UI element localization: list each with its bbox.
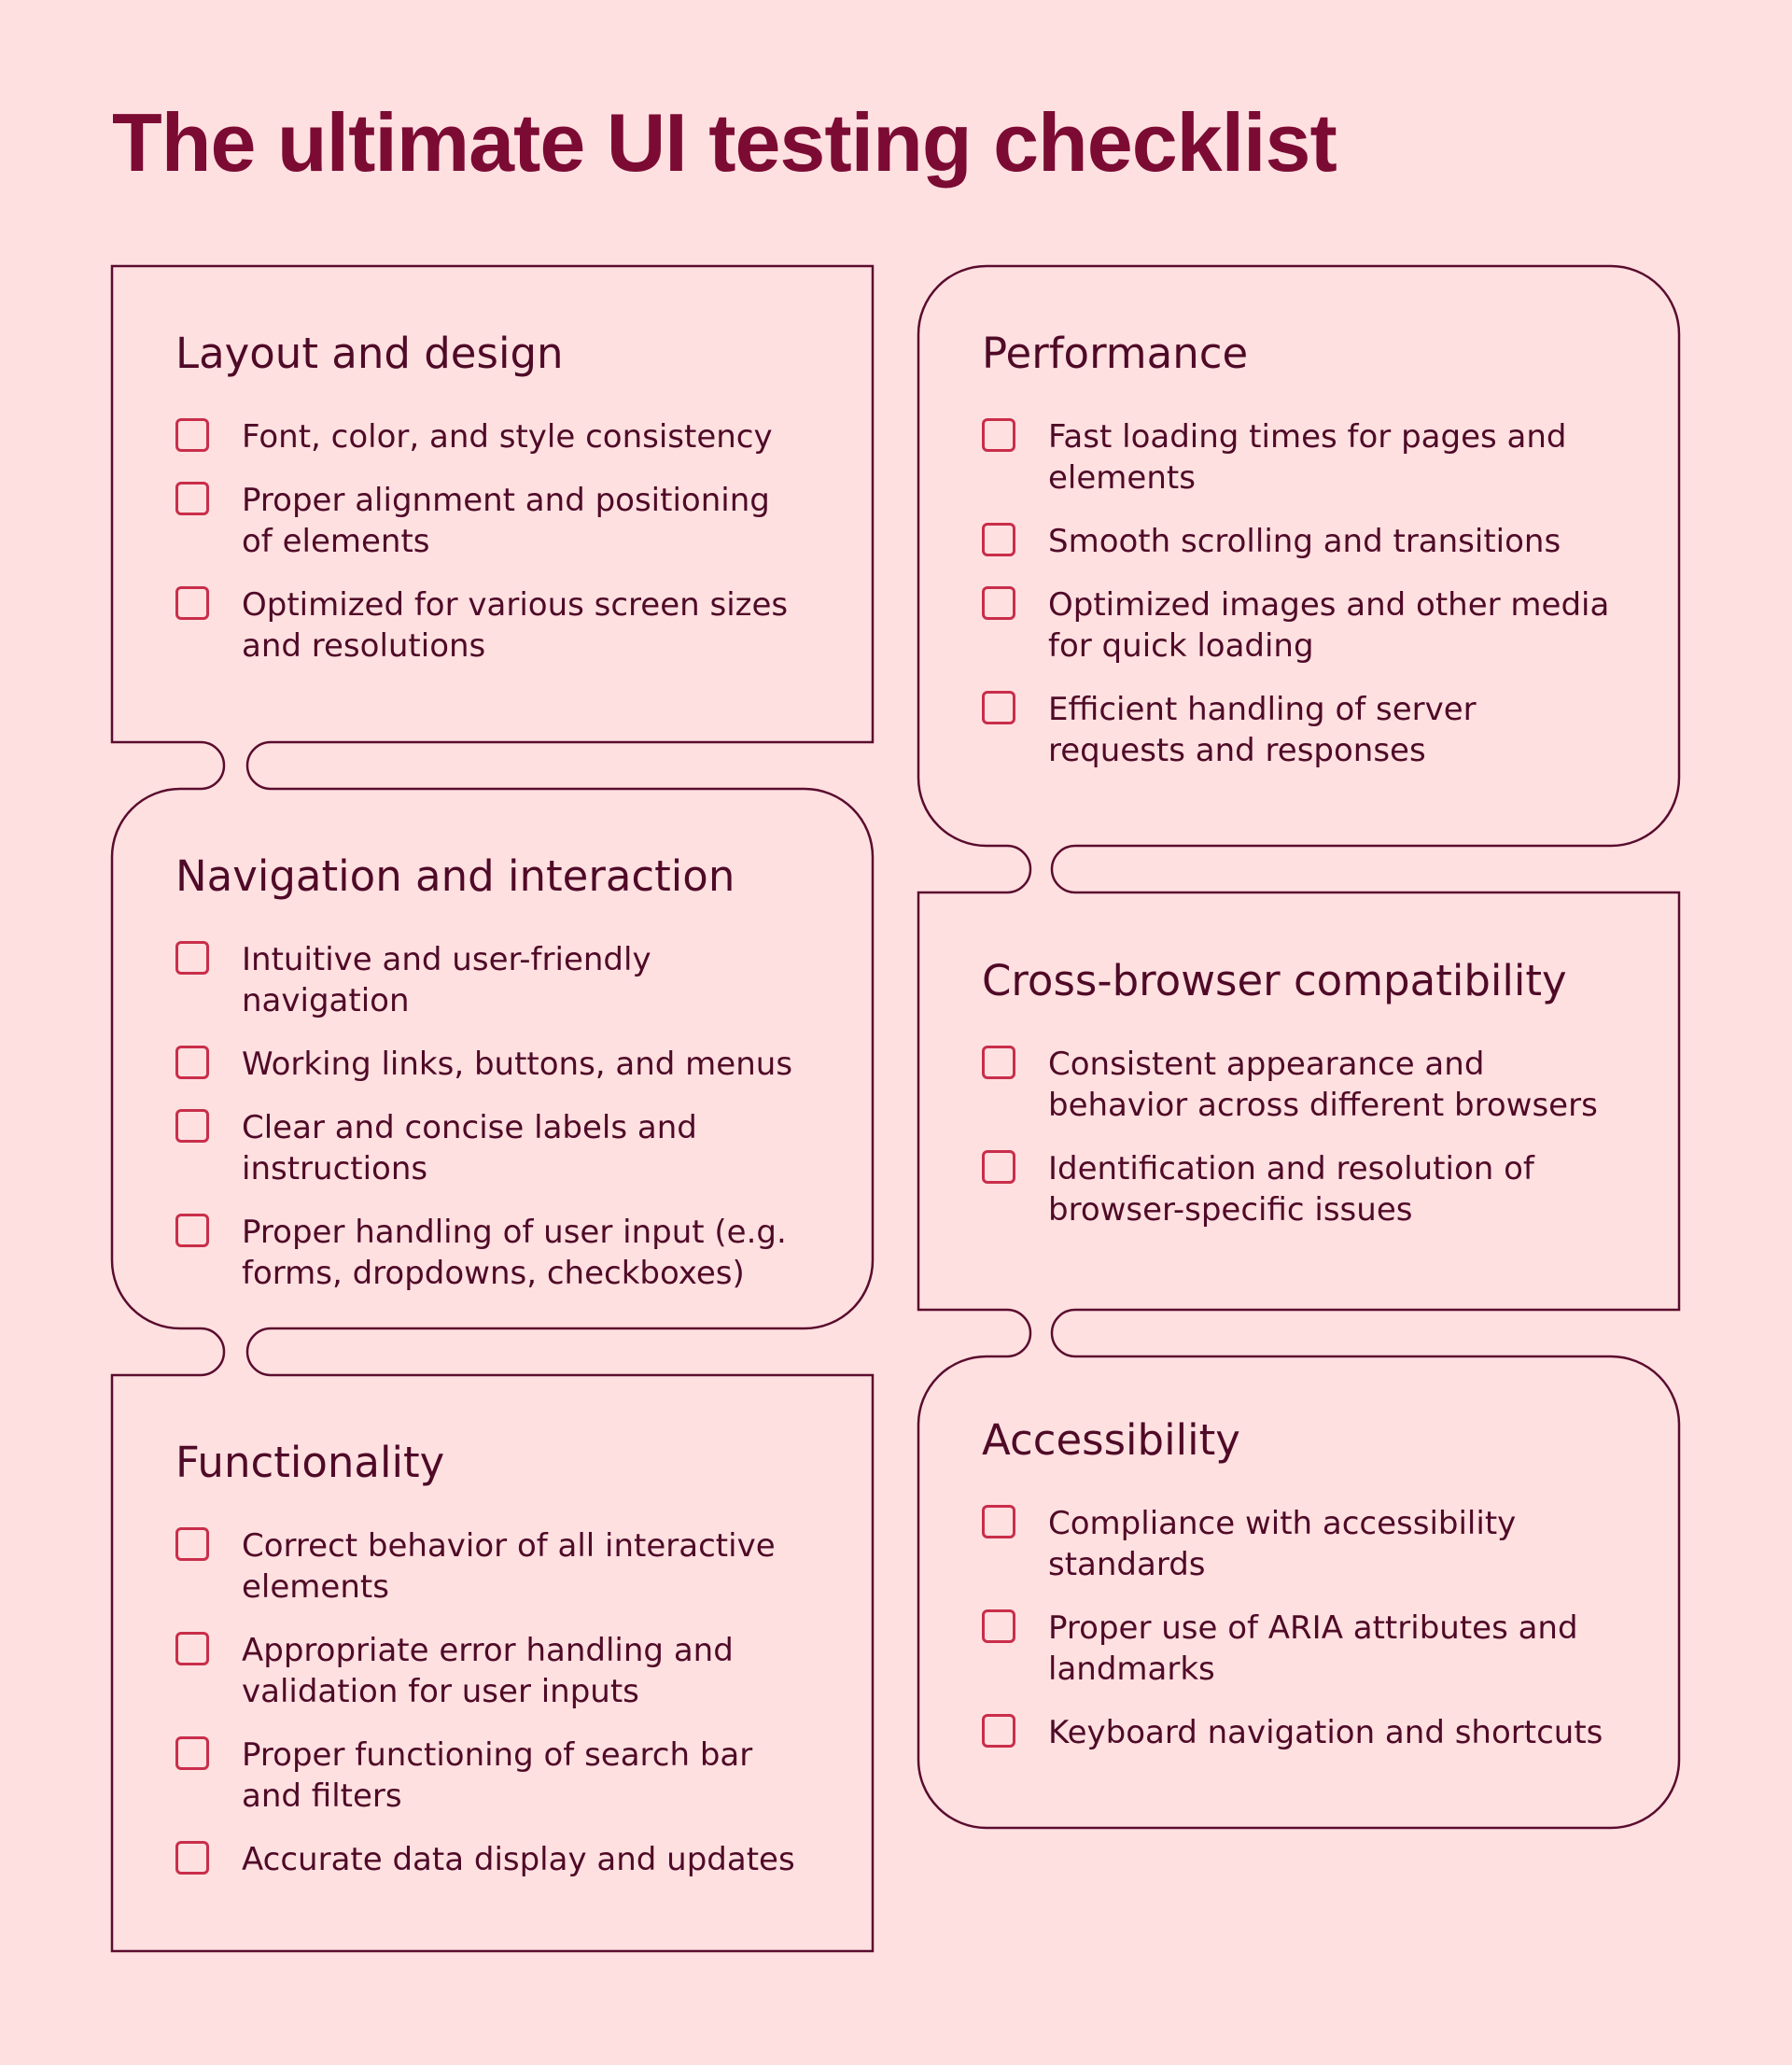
checkbox[interactable] bbox=[982, 523, 1015, 556]
checklist-item bbox=[982, 521, 1617, 562]
checklist-item-label: Working links, buttons, and menus bbox=[242, 1046, 793, 1083]
checkbox[interactable] bbox=[175, 1736, 209, 1770]
section-heading: Cross-browser compatibility bbox=[982, 956, 1567, 1005]
checklist-item bbox=[175, 939, 810, 1021]
checklist-item-label: Accurate data display and updates bbox=[242, 1841, 795, 1878]
checklist-item bbox=[175, 1839, 810, 1880]
checkbox[interactable] bbox=[175, 1214, 209, 1247]
checklist-item-label: Proper use of ARIA attributes and landmarks bbox=[1048, 1609, 1578, 1688]
checklist-item-label: Clear and concise labels and instructions bbox=[242, 1109, 697, 1187]
checklist-item-label: Intuitive and user-friendly navigation bbox=[242, 941, 651, 1019]
checklist bbox=[175, 1525, 810, 1880]
checklist bbox=[982, 416, 1617, 771]
section-accessibility bbox=[982, 1415, 1617, 1776]
checklist-item bbox=[982, 416, 1617, 499]
checklist-item-label: Efficient handling of server requests and responses bbox=[1048, 691, 1477, 769]
checklist-item bbox=[175, 416, 810, 457]
checklist-item bbox=[982, 1148, 1617, 1230]
checklist-item-label: Consistent appearance and behavior across different browsers bbox=[1048, 1046, 1598, 1124]
checklist-item-label: Smooth scrolling and transitions bbox=[1048, 523, 1561, 560]
checkbox[interactable] bbox=[175, 941, 209, 975]
checklist-item-label: Optimized images and other media for quick loading bbox=[1048, 586, 1610, 665]
checklist-item-label: Keyboard navigation and shortcuts bbox=[1048, 1714, 1603, 1751]
checklist-item bbox=[982, 1608, 1617, 1690]
section-heading: Navigation and interaction bbox=[175, 851, 735, 901]
checklist-item-label: Proper alignment and positioning of elements bbox=[242, 482, 770, 560]
checklist-item bbox=[175, 584, 810, 667]
section-heading: Layout and design bbox=[175, 329, 564, 378]
checklist-item bbox=[175, 1525, 810, 1608]
checklist-item-label: Fast loading times for pages and elements bbox=[1048, 418, 1567, 497]
checklist-item-label: Appropriate error handling and validation for user inputs bbox=[242, 1632, 734, 1710]
checkbox[interactable] bbox=[175, 1046, 209, 1079]
section-cross-browser-compatibility bbox=[982, 956, 1617, 1253]
checklist-item bbox=[982, 1712, 1617, 1753]
checklist-item bbox=[982, 689, 1617, 771]
checkbox[interactable] bbox=[982, 1714, 1015, 1748]
checklist-item-label: Correct behavior of all interactive elements bbox=[242, 1527, 776, 1606]
checkbox[interactable] bbox=[982, 691, 1015, 724]
checkbox[interactable] bbox=[175, 482, 209, 515]
checklist-item-label: Font, color, and style consistency bbox=[242, 418, 773, 456]
checklist-item bbox=[175, 1630, 810, 1712]
checkbox[interactable] bbox=[982, 586, 1015, 620]
checklist-item bbox=[982, 1503, 1617, 1585]
checkbox[interactable] bbox=[175, 1841, 209, 1875]
checklist bbox=[175, 416, 810, 667]
checkbox[interactable] bbox=[982, 1609, 1015, 1643]
checklist bbox=[982, 1044, 1617, 1230]
section-functionality bbox=[175, 1438, 810, 1903]
checkbox[interactable] bbox=[175, 1632, 209, 1665]
checkbox[interactable] bbox=[982, 418, 1015, 452]
section-heading: Performance bbox=[982, 329, 1249, 378]
checklist-item bbox=[175, 480, 810, 562]
checkbox[interactable] bbox=[175, 418, 209, 452]
section-heading: Functionality bbox=[175, 1438, 445, 1487]
checklist-item bbox=[982, 1044, 1617, 1126]
checklist-item bbox=[175, 1212, 810, 1294]
section-navigation-and-interaction bbox=[175, 851, 810, 1316]
checkbox[interactable] bbox=[175, 1527, 209, 1561]
checklist-item bbox=[175, 1735, 810, 1817]
section-performance bbox=[982, 329, 1617, 794]
section-layout-and-design bbox=[175, 329, 810, 689]
checkbox[interactable] bbox=[175, 1109, 209, 1143]
checklist-item bbox=[175, 1044, 810, 1085]
checklist-item bbox=[982, 584, 1617, 667]
checklist bbox=[175, 939, 810, 1294]
checklist-item bbox=[175, 1107, 810, 1189]
checklist-item-label: Proper handling of user input (e.g. forms, dropdowns, checkboxes) bbox=[242, 1214, 787, 1292]
checkbox[interactable] bbox=[982, 1505, 1015, 1538]
checkbox[interactable] bbox=[175, 586, 209, 620]
checkbox[interactable] bbox=[982, 1150, 1015, 1184]
page-title: The ultimate UI testing checklist bbox=[112, 96, 1337, 189]
checkbox[interactable] bbox=[982, 1046, 1015, 1079]
checklist-item-label: Optimized for various screen sizes and resolutions bbox=[242, 586, 789, 665]
section-heading: Accessibility bbox=[982, 1415, 1240, 1465]
checklist-item-label: Compliance with accessibility standards bbox=[1048, 1505, 1517, 1583]
checklist-item-label: Identification and resolution of browser-specific issues bbox=[1048, 1150, 1534, 1229]
checklist-item-label: Proper functioning of search bar and filters bbox=[242, 1736, 753, 1815]
checklist bbox=[982, 1503, 1617, 1753]
